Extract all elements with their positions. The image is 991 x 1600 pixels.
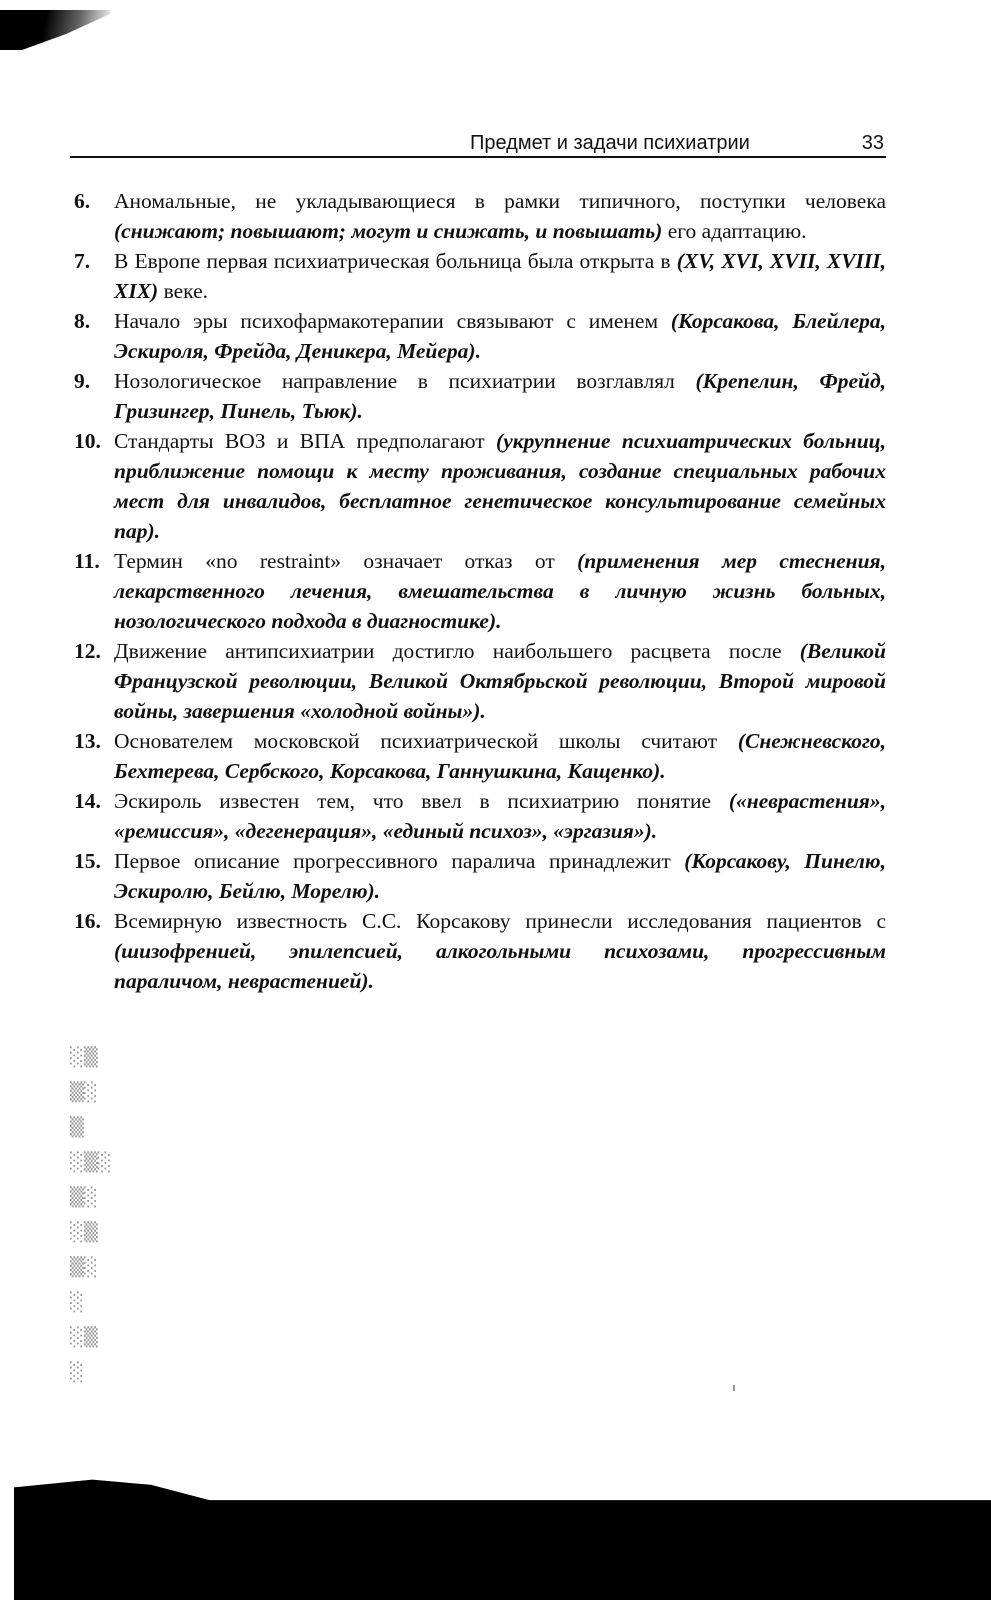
question-number: 15. <box>74 849 101 873</box>
question-stem: Основателем московской психиатрической школы считают <box>114 729 718 753</box>
scan-shadow-top-left <box>0 10 110 50</box>
question-number: 10. <box>74 429 101 453</box>
question-options: (Великой Французской революции, Великой Октябрьской революции, Второй мировой войны, завершения «холодной войны»). <box>114 639 887 723</box>
question-stem: Всемирную известность С.С. Корсакову принесли исследования пациентов с <box>114 909 886 933</box>
question-options: («неврастения», «ремиссия», «дегенерация», «единый психоз», «эргазия»). <box>114 789 887 843</box>
question-item <box>74 726 886 786</box>
question-options: (применения мер стеснения, лекарственного лечения, вмешательства в личную жизнь больных, нозологического подхода в диагностике). <box>114 549 886 633</box>
question-number: 12. <box>74 639 101 663</box>
question-options: (XV, XVI, XVII, XVIII, XIX) <box>114 249 887 303</box>
question-item <box>74 426 886 546</box>
question-item <box>74 846 886 906</box>
question-options: (укрупнение психиатрических больниц, приближение помощи к месту проживания, создание специальных рабочих мест для инвалидов, бесплатное генетическое консультирование семейных пар). <box>114 429 886 543</box>
question-number: 11. <box>74 549 100 573</box>
question-number: 6. <box>74 189 91 213</box>
question-stem: Движение антипсихиатрии достигло наибольшего расцвета после <box>114 639 782 663</box>
question-stem: Аномальные, не укладывающиеся в рамки типичного, поступки человека <box>114 189 886 213</box>
question-options: (шизофренией, эпилепсией, алкогольными психозами, прогрессивным параличом, неврастенией). <box>114 939 886 993</box>
question-stem: В Европе первая психиатрическая больница была открыта в <box>114 249 671 273</box>
question-number: 8. <box>74 309 91 333</box>
question-stem: Первое описание прогрессивного паралича принадлежит <box>114 849 671 873</box>
scan-speck <box>733 1385 735 1391</box>
question-tail: его адаптацию. <box>662 219 807 243</box>
question-item <box>74 906 886 996</box>
page-number: 33 <box>861 132 884 154</box>
question-item <box>74 306 886 366</box>
question-stem: Начало эры психофармакотерапии связывают с именем <box>114 309 659 333</box>
question-item <box>74 246 886 306</box>
question-item <box>74 186 886 246</box>
question-options: (Корсакову, Пинелю, Эскиролю, Бейлю, Морелю). <box>114 849 886 903</box>
question-item <box>74 546 886 636</box>
question-number: 14. <box>74 789 101 813</box>
header-rule <box>70 156 886 158</box>
question-number: 16. <box>74 909 101 933</box>
scan-shadow-bottom <box>14 1472 991 1600</box>
question-number: 9. <box>74 369 91 393</box>
question-stem: Стандарты ВОЗ и ВПА предполагают <box>114 429 485 453</box>
question-tail: веке. <box>158 279 208 303</box>
question-item <box>74 636 886 726</box>
question-list <box>74 186 886 996</box>
question-stem: Нозологическое направление в психиатрии возглавлял <box>114 369 675 393</box>
running-title: Предмет и задачи психиатрии <box>470 132 750 154</box>
question-options: (Корсакова, Блейлера, Эскироля, Фрейда, Деникера, Мейера). <box>114 309 886 363</box>
question-stem: Термин «no restraint» означает отказ от <box>114 549 555 573</box>
scan-bleed-through-marks: ░▒ ▒░ ▒ ░▒░ ▒░ ░▒ ▒░ ░ ░▒ ░ <box>70 1047 112 1383</box>
question-stem: Эскироль известен тем, что ввел в психиатрию понятие <box>114 789 712 813</box>
question-options: (Снежневского, Бехтерева, Сербского, Корсакова, Ганнушкина, Кащенко). <box>114 729 887 783</box>
question-number: 7. <box>74 249 91 273</box>
question-options: (Крепелин, Фрейд, Гризингер, Пинель, Тьюк). <box>114 369 887 423</box>
question-item <box>74 786 886 846</box>
question-number: 13. <box>74 729 101 753</box>
question-options: (снижают; повышают; могут и снижать, и повышать) <box>114 219 663 243</box>
question-item <box>74 366 886 426</box>
